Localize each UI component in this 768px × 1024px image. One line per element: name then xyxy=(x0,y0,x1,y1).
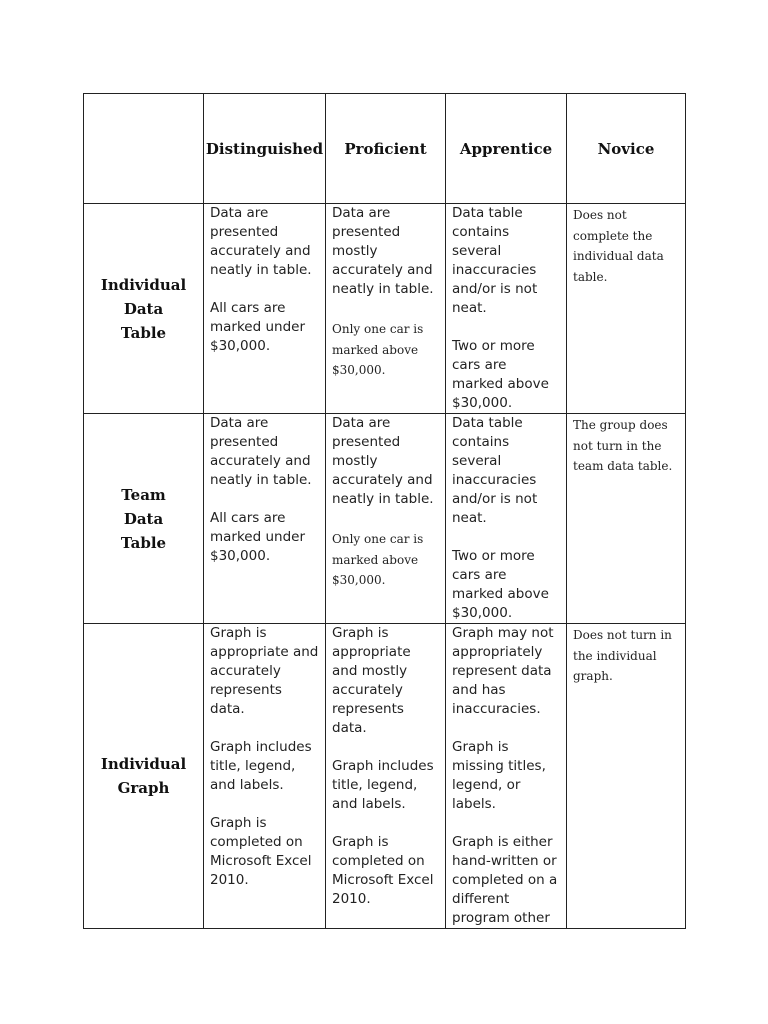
header-novice: Novice xyxy=(567,94,686,204)
header-distinguished: Distinguished xyxy=(204,94,326,204)
row-label-individual-graph xyxy=(84,624,204,929)
cell-apprentice xyxy=(446,414,567,624)
row-label-line: Individual xyxy=(100,275,187,294)
criterion-text: Data are presented mostly accurately and neatly in table. xyxy=(332,205,434,297)
row-label-individual-data-table xyxy=(84,204,204,414)
cell-proficient xyxy=(326,204,446,414)
cell-novice xyxy=(567,624,686,929)
cell-novice xyxy=(567,414,686,624)
criterion-text: Data table contains several inaccuracies and/or is not neat. xyxy=(452,205,538,316)
cell-proficient xyxy=(326,624,446,929)
criterion-text: The group does not turn in the team data table. xyxy=(573,418,673,473)
criterion-text: Graph is either hand-written or completed on a different program other xyxy=(452,834,558,926)
cell-proficient xyxy=(326,414,446,624)
criterion-text: Only one car is marked above $30,000. xyxy=(332,532,424,587)
criterion-text: Graph includes title, legend, and labels. xyxy=(210,739,312,793)
criterion-text: Graph includes title, legend, and labels. xyxy=(332,758,434,812)
row-label-line: Table xyxy=(120,533,167,552)
criterion-text: Data are presented accurately and neatly in table. xyxy=(210,415,312,488)
header-blank xyxy=(84,94,204,204)
criterion-text: Graph is appropriate and accurately represents data. xyxy=(210,625,319,717)
row-label-line: Team xyxy=(121,485,166,504)
criterion-text: Does not turn in the individual graph. xyxy=(573,628,672,683)
criterion-text: All cars are marked under $30,000. xyxy=(210,510,306,564)
row-label-team-data-table xyxy=(84,414,204,624)
row-label-line: Data xyxy=(123,299,164,318)
cell-distinguished xyxy=(204,414,326,624)
criterion-text: Graph is appropriate and mostly accurately represents data. xyxy=(332,625,411,736)
header-row xyxy=(84,94,686,204)
cell-novice xyxy=(567,204,686,414)
criterion-text: Only one car is marked above $30,000. xyxy=(332,322,424,377)
table-row xyxy=(84,414,686,624)
criterion-text: Graph is completed on Microsoft Excel 2010. xyxy=(210,815,312,888)
row-label-line: Data xyxy=(123,509,164,528)
row-label-line: Individual xyxy=(100,755,187,773)
table-row xyxy=(84,624,686,929)
table-row xyxy=(84,204,686,414)
row-label-line: Table xyxy=(120,323,167,342)
criterion-text: Graph is completed on Microsoft Excel 2010. xyxy=(332,834,434,907)
criterion-text: Does not complete the individual data table. xyxy=(573,208,664,284)
criterion-text: All cars are marked under $30,000. xyxy=(210,300,306,354)
criterion-text: Graph may not appropriately represent data and has inaccuracies. xyxy=(452,625,554,717)
criterion-text: Two or more cars are marked above $30,000. xyxy=(452,548,549,621)
header-apprentice: Apprentice xyxy=(446,94,567,204)
cell-apprentice xyxy=(446,204,567,414)
criterion-text: Data are presented mostly accurately and neatly in table. xyxy=(332,415,434,507)
cell-distinguished xyxy=(204,624,326,929)
criterion-text: Data table contains several inaccuracies and/or is not neat. xyxy=(452,415,538,526)
rubric-table xyxy=(83,93,686,929)
criterion-text: Graph is missing titles, legend, or labels. xyxy=(452,739,546,812)
row-label-line: Graph xyxy=(117,779,170,797)
header-proficient: Proficient xyxy=(326,94,446,204)
cell-apprentice xyxy=(446,624,567,929)
cell-distinguished xyxy=(204,204,326,414)
criterion-text: Two or more cars are marked above $30,000. xyxy=(452,338,549,411)
criterion-text: Data are presented accurately and neatly in table. xyxy=(210,205,312,278)
